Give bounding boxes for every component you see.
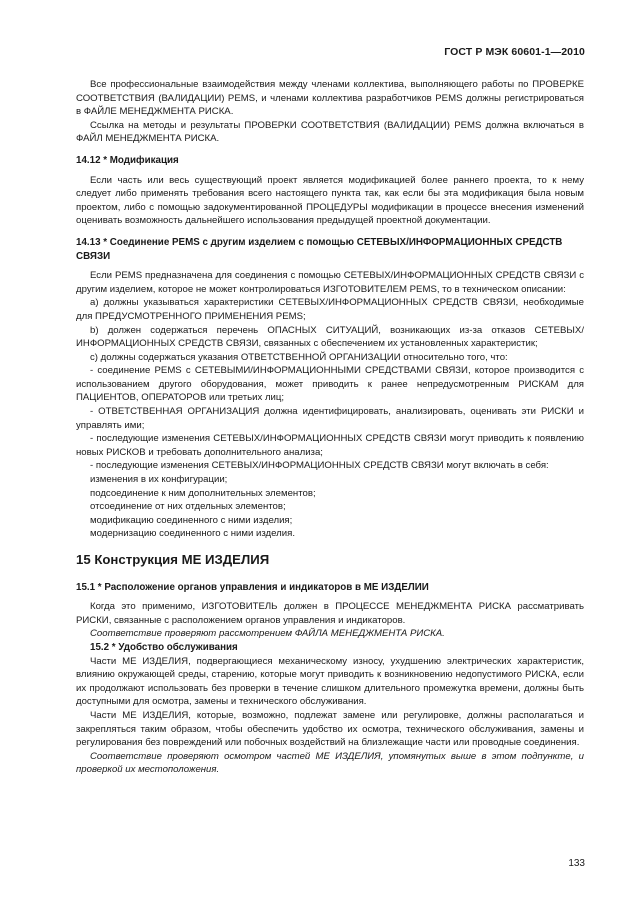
sub-list-item: отсоединение от них отдельных элементов; (90, 501, 286, 513)
dash-item: - последующие изменения СЕТЕВЫХ/ИНФОРМАЦИОННЫХ СРЕДСТВ СВЯЗИ могут включать в себя: (90, 460, 549, 472)
heading-15-2: 15.2 * Удобство обслуживания (90, 641, 238, 653)
heading-14-12: 14.12 * Модификация (76, 154, 179, 166)
list-item-b: b) должен содержаться перечень ОПАСНЫХ СИТУАЦИЙ, возникающих из-за отказов СЕТЕВЫХ/ИНФОРМАЦИОННЫХ СРЕДСТВ СВЯЗИ, связанных с обеспечением их установленных характеристик; (76, 324, 584, 350)
sub-list-item: изменения в их конфигурации; (90, 474, 228, 486)
paragraph: Все профессиональные взаимодействия между членами коллектива, выполняющего работы по ПРОВЕРКЕ СООТВЕТСТВИЯ (ВАЛИДАЦИИ) PEMS, и членами коллектива разработчиков PEMS должны регистрироваться в ФАЙЛЕ МЕНЕДЖМЕНТА РИСКА. (76, 79, 584, 118)
paragraph: Части МЕ ИЗДЕЛИЯ, подвергающиеся механическому износу, ухудшению электрических характеристик, влиянию окружающей среды, старению, которые могут приводить к возникновению недопустимого РИСКА, если их продолжают использовать без проверки в течение слишком длительного промежутка времени, должны быть доступными для осмотра, замены и технического обслуживания. (76, 655, 584, 708)
paragraph: Когда это применимо, ИЗГОТОВИТЕЛЬ должен в ПРОЦЕССЕ МЕНЕДЖМЕНТА РИСКА рассматривать РИСКИ, связанные с расположением органов управления и индикаторов. (76, 601, 584, 626)
sub-list-item: подсоединение к ним дополнительных элементов; (90, 487, 316, 499)
paragraph: Если PEMS предназначена для соединения с помощью СЕТЕВЫХ/ИНФОРМАЦИОННЫХ СРЕДСТВ СВЯЗИ с другим изделием, которое не может контролироваться ИЗГОТОВИТЕЛЕМ PEMS, то в техническом описании: (76, 270, 584, 295)
heading-15-1: 15.1 * Расположение органов управления и индикаторов в МЕ ИЗДЕЛИИ (76, 581, 429, 593)
dash-item: - соединение PEMS с СЕТЕВЫМИ/ИНФОРМАЦИОННЫМИ СРЕДСТВАМИ СВЯЗИ, которое производится с использованием другого оборудования, может приводить к ранее непредусмотренным РИСКАМ для ПАЦИЕНТОВ, ОПЕРАТОРОВ или третьих лиц; (76, 365, 584, 404)
sub-list-item: модернизацию соединенного с ними изделия. (90, 528, 295, 540)
dash-item: - последующие изменения СЕТЕВЫХ/ИНФОРМАЦИОННЫХ СРЕДСТВ СВЯЗИ могут приводить к появлению новых РИСКОВ и требовать дополнительного анализа; (76, 433, 584, 458)
paragraph: Части МЕ ИЗДЕЛИЯ, которые, возможно, подлежат замене или регулировке, должны располагаться и закрепляться таким образом, чтобы обеспечить удобство их осмотра, технического обслуживания, замены и регулирования без повреждений или побочных воздействий на близлежащие части или проводные соединения. (76, 709, 584, 749)
compliance-note: Соответствие проверяют осмотром частей МЕ ИЗДЕЛИЯ, упомянутых выше в этом подпункте, и проверкой их местоположения. (76, 750, 584, 776)
page-number: 133 (568, 858, 585, 869)
heading-14-13: 14.13 * Соединение PEMS с другим изделием с помощью СЕТЕВЫХ/ИНФОРМАЦИОННЫХ СРЕДСТВ СВЯЗИ (76, 236, 563, 262)
paragraph: Ссылка на методы и результаты ПРОВЕРКИ СООТВЕТСТВИЯ (ВАЛИДАЦИИ) PEMS должна включаться в ФАЙЛ МЕНЕДЖМЕНТА РИСКА. (76, 119, 584, 145)
dash-item: - ОТВЕТСТВЕННАЯ ОРГАНИЗАЦИЯ должна идентифицировать, анализировать, оценивать эти РИСКИ и управлять ими; (76, 406, 584, 431)
document-id-header: ГОСТ Р МЭК 60601-1—2010 (444, 46, 585, 58)
heading-15: 15 Конструкция МЕ ИЗДЕЛИЯ (76, 552, 270, 567)
sub-list-item: модификацию соединенного с ними изделия; (90, 514, 293, 526)
list-item-c: с) должны содержаться указания ОТВЕТСТВЕННОЙ ОРГАНИЗАЦИИ относительно того, что: (90, 351, 508, 363)
paragraph: Если часть или весь существующий проект является модификацией более раннего проекта, то к нему следует либо применять требования всего настоящего пункта так, как если бы эта модификация была новым проектом, либо с помощью задокументированной ПРОЦЕДУРЫ модификации в процессе внесения изменений оценивать возможность дальнейшего использования предыдущей проектной документации. (76, 174, 584, 227)
compliance-note: Соответствие проверяют рассмотрением ФАЙЛА МЕНЕДЖМЕНТА РИСКА. (90, 628, 445, 640)
page-body (76, 78, 584, 777)
list-item-a: а) должны указываться характеристики СЕТЕВЫХ/ИНФОРМАЦИОННЫХ СРЕДСТВ СВЯЗИ, необходимые для ПРЕДУСМОТРЕННОГО ПРИМЕНЕНИЯ PEMS; (76, 297, 584, 322)
